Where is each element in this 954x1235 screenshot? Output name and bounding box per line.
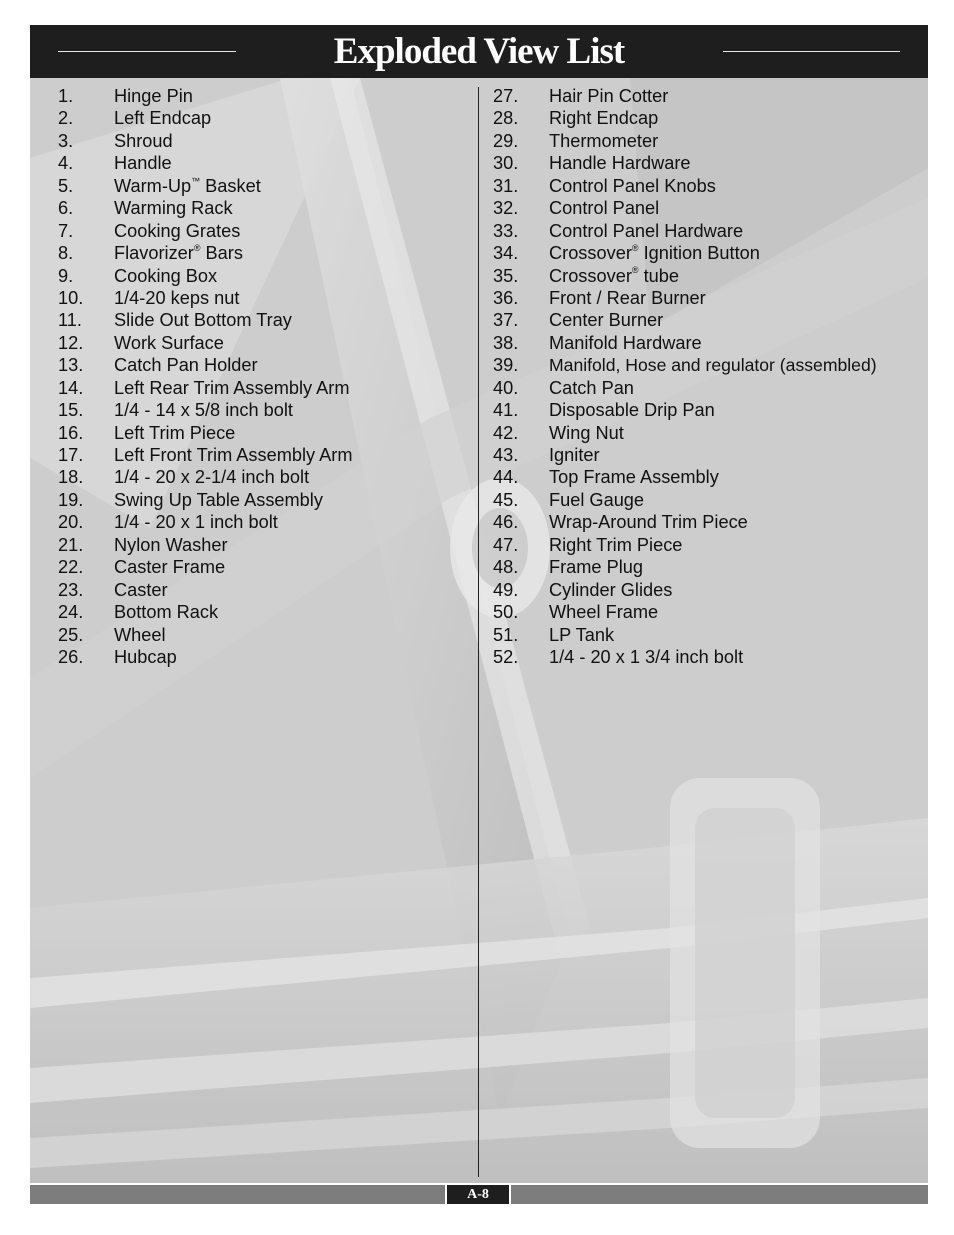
item-number: 40.	[493, 377, 519, 398]
list-item	[493, 399, 923, 421]
item-label	[114, 309, 292, 331]
list-item	[58, 152, 478, 174]
item-label	[114, 534, 228, 556]
item-label	[114, 354, 258, 376]
item-label-text: Control Panel Hardware	[549, 220, 744, 241]
item-label	[549, 85, 668, 107]
trademark-mark: ™	[191, 175, 201, 186]
list-item	[58, 646, 478, 668]
parts-list-right	[493, 85, 923, 668]
list-item	[493, 466, 923, 488]
item-label-suffix: Basket	[200, 175, 261, 196]
item-label	[549, 624, 614, 646]
item-label-text: Wing Nut	[549, 422, 624, 443]
list-item	[58, 489, 478, 511]
list-item	[493, 511, 923, 533]
list-item	[58, 85, 478, 107]
item-number: 33.	[493, 220, 519, 241]
item-label	[114, 579, 168, 601]
item-number: 14.	[58, 377, 84, 398]
item-number: 31.	[493, 175, 519, 196]
item-label	[549, 197, 659, 219]
item-label	[549, 287, 706, 309]
item-number: 42.	[493, 422, 519, 443]
trademark-mark: ®	[193, 243, 201, 253]
list-item	[493, 556, 923, 578]
item-number: 17.	[58, 445, 84, 465]
item-number: 23.	[58, 579, 84, 600]
list-item	[493, 265, 923, 287]
list-item	[58, 466, 478, 488]
item-number: 32.	[493, 198, 519, 219]
item-number: 16.	[58, 422, 84, 443]
item-label	[549, 422, 624, 444]
list-item	[493, 534, 923, 556]
item-label	[114, 242, 243, 264]
item-label-text: Frame Plug	[549, 557, 644, 578]
page-header-bar	[30, 25, 928, 78]
list-item	[58, 197, 478, 219]
item-label-text: Wrap-Around Trim Piece	[549, 512, 748, 533]
page-number: A-8	[445, 1185, 511, 1204]
item-number: 7.	[58, 220, 74, 241]
item-number: 6.	[58, 198, 74, 219]
list-item	[493, 175, 923, 197]
list-item	[58, 624, 478, 646]
item-label-text: Left Rear Trim Assembly Arm	[114, 377, 350, 398]
item-label-text: Hubcap	[114, 646, 177, 667]
list-item	[58, 175, 478, 197]
item-label-text: Disposable Drip Pan	[549, 400, 715, 421]
list-item	[493, 107, 923, 129]
item-label	[549, 332, 702, 354]
item-label	[114, 332, 224, 354]
item-number: 1.	[58, 86, 74, 106]
item-label	[549, 309, 663, 331]
item-number: 36.	[493, 287, 519, 308]
item-label	[549, 354, 877, 376]
item-label-text: 1/4 - 20 x 1 inch bolt	[114, 512, 278, 533]
item-label-text: Swing Up Table Assembly	[114, 489, 323, 510]
item-label	[114, 107, 211, 129]
list-item	[58, 556, 478, 578]
item-number: 35.	[493, 265, 519, 286]
list-item	[58, 422, 478, 444]
item-number: 12.	[58, 332, 84, 353]
item-number: 46.	[493, 512, 519, 533]
trademark-mark: ®	[631, 265, 639, 276]
item-label	[114, 601, 218, 623]
item-number: 15.	[58, 400, 84, 421]
item-label	[549, 377, 634, 399]
item-label-suffix: tube	[638, 265, 679, 286]
item-label-text: 1/4-20 keps nut	[114, 287, 240, 308]
item-label-text: Control Panel Knobs	[549, 175, 716, 196]
item-label	[549, 220, 743, 242]
item-number: 9.	[58, 265, 74, 286]
item-number: 49.	[493, 579, 519, 600]
item-label	[114, 511, 278, 533]
list-item	[493, 601, 923, 623]
item-label-text: Front / Rear Burner	[549, 287, 706, 308]
parts-list-left	[58, 85, 478, 668]
item-label-text: 1/4 - 20 x 2-1/4 inch bolt	[114, 467, 310, 488]
item-label	[114, 130, 173, 152]
item-label-text: Left Trim Piece	[114, 422, 236, 443]
item-label-text: Igniter	[549, 445, 600, 465]
item-number: 41.	[493, 400, 519, 421]
list-item	[58, 534, 478, 556]
item-label	[114, 220, 240, 242]
item-number: 24.	[58, 602, 84, 623]
item-label-text: Crossover	[549, 265, 632, 286]
item-label-text: Shroud	[114, 130, 173, 151]
item-label	[549, 646, 743, 668]
item-label-text: Caster	[114, 579, 168, 600]
item-label	[549, 444, 600, 466]
item-label	[114, 175, 261, 197]
list-item	[493, 130, 923, 152]
list-item	[58, 377, 478, 399]
item-number: 5.	[58, 175, 74, 196]
list-item	[58, 287, 478, 309]
item-number: 51.	[493, 624, 519, 645]
list-item	[58, 309, 478, 331]
item-label	[549, 579, 672, 601]
item-label-text: Handle Hardware	[549, 153, 691, 174]
column-divider	[478, 87, 479, 1177]
list-item	[493, 377, 923, 399]
list-item	[58, 220, 478, 242]
item-number: 11.	[58, 310, 82, 331]
item-label-text: Work Surface	[114, 332, 224, 353]
list-item	[493, 579, 923, 601]
item-label-text: Wheel Frame	[549, 602, 659, 623]
item-number: 30.	[493, 153, 519, 174]
list-item	[493, 354, 923, 376]
item-label-text: LP Tank	[549, 624, 615, 645]
item-label	[549, 130, 658, 152]
item-number: 21.	[58, 534, 84, 555]
item-label-text: Handle	[114, 153, 172, 174]
item-number: 25.	[58, 624, 84, 645]
list-item	[493, 287, 923, 309]
item-label-suffix: Bars	[200, 243, 243, 264]
item-label-text: Manifold Hardware	[549, 332, 702, 353]
item-label-text: Hinge Pin	[114, 86, 193, 106]
item-number: 45.	[493, 489, 519, 510]
item-label-text: Bottom Rack	[114, 602, 219, 623]
item-number: 22.	[58, 557, 84, 578]
item-number: 37.	[493, 310, 519, 331]
item-number: 13.	[58, 355, 84, 376]
item-label-text: Control Panel	[549, 198, 660, 219]
list-item	[493, 489, 923, 511]
item-label-text: Left Endcap	[114, 108, 212, 129]
item-label	[549, 534, 682, 556]
item-label-text: Catch Pan	[549, 377, 634, 398]
item-label-text: Nylon Washer	[114, 534, 228, 555]
item-number: 44.	[493, 467, 519, 488]
item-number: 29.	[493, 130, 519, 151]
list-item	[58, 265, 478, 287]
item-label-text: Warm-Up	[114, 175, 192, 196]
list-item	[493, 197, 923, 219]
item-label	[549, 242, 760, 264]
item-number: 47.	[493, 534, 519, 555]
item-label	[114, 489, 323, 511]
item-label-text: Warming Rack	[114, 198, 233, 219]
item-number: 2.	[58, 108, 74, 129]
item-label-text: Cooking Grates	[114, 220, 241, 241]
list-item	[58, 579, 478, 601]
list-item	[58, 130, 478, 152]
list-item	[58, 601, 478, 623]
item-label-text: Thermometer	[549, 130, 659, 151]
item-label	[549, 489, 644, 511]
list-item	[493, 624, 923, 646]
item-number: 34.	[493, 243, 519, 264]
item-label	[114, 556, 225, 578]
item-label-text: 1/4 - 14 x 5/8 inch bolt	[114, 400, 293, 421]
page-title: Exploded View List	[333, 31, 625, 72]
item-number: 18.	[58, 467, 84, 488]
item-label-text: Crossover	[549, 243, 632, 264]
item-number: 48.	[493, 557, 519, 578]
item-label	[549, 466, 719, 488]
item-label-text: Slide Out Bottom Tray	[114, 310, 292, 331]
item-number: 52.	[493, 646, 519, 667]
item-label	[114, 466, 309, 488]
item-label	[114, 624, 166, 646]
item-number: 28.	[493, 108, 519, 129]
item-number: 26.	[58, 646, 84, 667]
list-item	[58, 511, 478, 533]
item-number: 8.	[58, 243, 74, 264]
list-item	[493, 646, 923, 668]
item-label	[114, 444, 353, 466]
item-label-text: Flavorizer	[114, 243, 194, 264]
item-number: 20.	[58, 512, 84, 533]
item-label-suffix: Ignition Button	[638, 243, 760, 264]
item-label-text: Hair Pin Cotter	[549, 86, 669, 106]
trademark-mark: ®	[631, 243, 639, 253]
list-item	[493, 152, 923, 174]
item-label	[549, 511, 748, 533]
item-label	[114, 646, 177, 668]
item-label	[114, 287, 239, 309]
item-label-text: Caster Frame	[114, 557, 226, 578]
item-number: 38.	[493, 332, 519, 353]
item-label	[549, 107, 658, 129]
header-rule-right	[723, 51, 900, 52]
item-label	[549, 601, 658, 623]
item-label	[549, 399, 715, 421]
list-item	[58, 354, 478, 376]
item-label	[114, 399, 293, 421]
list-item	[493, 85, 923, 107]
item-label	[114, 197, 233, 219]
item-label-text: Wheel	[114, 624, 166, 645]
item-number: 4.	[58, 153, 74, 174]
item-label-text: Center Burner	[549, 310, 664, 331]
item-label	[549, 265, 679, 287]
list-item	[58, 399, 478, 421]
list-item	[58, 444, 478, 466]
item-label	[114, 265, 217, 287]
item-label	[549, 175, 716, 197]
item-number: 39.	[493, 355, 519, 376]
item-number: 27.	[493, 86, 519, 106]
item-number: 50.	[493, 602, 519, 623]
item-label	[549, 556, 643, 578]
item-label-text: Right Trim Piece	[549, 534, 683, 555]
item-number: 3.	[58, 130, 74, 151]
item-label	[114, 377, 350, 399]
list-item	[493, 444, 923, 466]
item-label-text: Left Front Trim Assembly Arm	[114, 445, 353, 465]
item-label-text: Right Endcap	[549, 108, 659, 129]
item-number: 19.	[58, 489, 84, 510]
item-label	[114, 422, 235, 444]
item-number: 43.	[493, 445, 519, 465]
item-label-text: Cylinder Glides	[549, 579, 673, 600]
list-item	[493, 242, 923, 264]
item-label-text: 1/4 - 20 x 1 3/4 inch bolt	[549, 646, 744, 667]
item-label	[114, 152, 172, 174]
list-item	[493, 422, 923, 444]
item-number: 10.	[58, 287, 84, 308]
item-label-text: Top Frame Assembly	[549, 467, 719, 488]
list-item	[58, 242, 478, 264]
item-label-text: Catch Pan Holder	[114, 355, 258, 376]
item-label-text: Fuel Gauge	[549, 489, 645, 510]
item-label	[549, 152, 691, 174]
item-label	[114, 85, 193, 107]
list-item	[493, 309, 923, 331]
manual-page	[30, 25, 928, 1207]
item-label-text: Manifold, Hose and regulator (assembled)	[549, 355, 877, 376]
page-footer-bar	[30, 1185, 928, 1204]
list-item	[58, 107, 478, 129]
list-item	[493, 332, 923, 354]
list-item	[58, 332, 478, 354]
item-label-text: Cooking Box	[114, 265, 218, 286]
list-item	[493, 220, 923, 242]
